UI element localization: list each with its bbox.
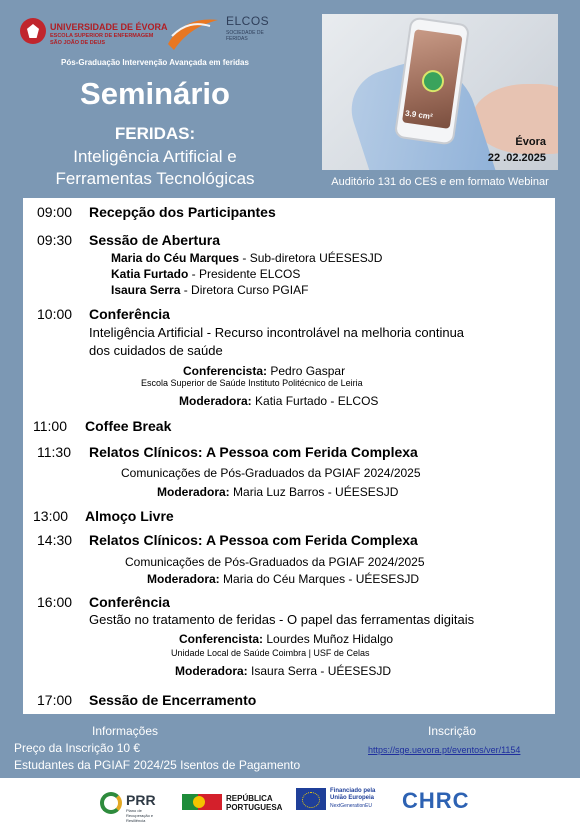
uevora-name: UNIVERSIDADE DE ÉVORA (50, 22, 168, 32)
conference-2-speaker (179, 632, 393, 646)
prr-subtitle: Plano de Recuperação e Resiliência (126, 808, 154, 823)
eu-line-1: Financiado pela (330, 788, 376, 794)
session-time: 09:30 (37, 232, 73, 248)
session-time: 09:00 (37, 204, 73, 220)
opening-speaker-1 (111, 251, 382, 265)
uevora-logo (20, 14, 168, 52)
session-title: Almoço Livre (85, 508, 174, 524)
session-time: 11:30 (37, 444, 71, 460)
opening-speaker-3 (111, 283, 308, 297)
sponsor-logos (0, 778, 580, 825)
elcos-subtitle: SOCIEDADE DE FERIDAS (226, 30, 264, 42)
session-time: 10:00 (37, 306, 73, 322)
event-city: Évora (515, 136, 546, 148)
speaker-name: Lourdes Muñoz Hidalgo (263, 632, 394, 646)
moderator-label: Moderadora: (157, 485, 230, 499)
session-title: Sessão de Abertura (89, 232, 220, 248)
uevora-school: ESCOLA SUPERIOR DE ENFERMAGEM (50, 33, 154, 39)
session-title: Sessão de Encerramento (89, 692, 257, 708)
moderator-name: Isaura Serra - UÉESESJD (247, 664, 392, 678)
session-title: Coffee Break (85, 418, 172, 434)
eu-line-2: União Europeia (330, 795, 375, 801)
header-photo (322, 14, 558, 170)
moderator-label: Moderadora: (175, 664, 248, 678)
session-title: Conferência (89, 594, 170, 610)
info-heading: Informações (92, 724, 159, 738)
elcos-swoosh-icon (166, 14, 220, 54)
session-time: 16:00 (37, 594, 73, 610)
conference-1-affiliation: Escola Superior de Saúde Instituto Politécnico de Leiria (141, 378, 363, 388)
portugal-flag-icon (182, 794, 222, 810)
phone-screen (402, 29, 463, 129)
registration-price: Preço da Inscrição 10 € (14, 741, 141, 755)
moderator-label: Moderadora: (147, 572, 220, 586)
uevora-school-name: SÃO JOÃO DE DEUS (50, 40, 106, 46)
elcos-name: ELCOS (226, 14, 270, 28)
course-name: Pós-Graduação Intervenção Avançada em feridas (61, 58, 249, 67)
clinical-reports-2-description: Comunicações de Pós-Graduados da PGIAF 2024/2025 (125, 555, 425, 569)
moderator-name: Katia Furtado - ELCOS (251, 394, 379, 408)
eu-line-3: NextGenerationEU (330, 803, 372, 809)
session-time: 13:00 (33, 508, 69, 524)
session-time: 14:30 (37, 532, 73, 548)
wound-measure: 3.9 cm² (404, 108, 434, 122)
session-time: 17:00 (37, 692, 73, 708)
students-exemption: Estudantes da PGIAF 2024/25 Isentos de Pagamento (14, 758, 301, 772)
page-title: Seminário (80, 76, 230, 111)
uevora-emblem-icon (20, 18, 46, 44)
speaker-label: Conferencista: (183, 364, 268, 378)
opening-speaker-2 (111, 267, 300, 281)
speaker-label: Conferencista: (179, 632, 264, 646)
session-title: Recepção dos Participantes (89, 204, 276, 220)
conference-2-description: Gestão no tratamento de feridas - O papel das ferramentas digitais (89, 612, 475, 627)
registration-link[interactable]: https://sge.uevora.pt/eventos/ver/1154 (368, 745, 521, 755)
speaker-name: Pedro Gaspar (267, 364, 346, 378)
theme-line-1: Inteligência Artificial e (73, 147, 237, 166)
speaker-name: Katia Furtado (111, 267, 189, 281)
conference-1-speaker (183, 364, 345, 378)
speaker-role: - Presidente ELCOS (188, 267, 301, 281)
wound-marker-icon (421, 69, 446, 94)
republica-line-1: REPÚBLICA (226, 794, 273, 803)
eu-flag-icon (296, 788, 326, 810)
clinical-reports-2-moderator (147, 572, 419, 586)
conference-2-affiliation: Unidade Local de Saúde Coimbra | USF de Celas (171, 648, 370, 658)
program-box (23, 198, 555, 714)
speaker-name: Maria do Céu Marques (111, 251, 240, 265)
theme-heading: FERIDAS: (114, 124, 196, 143)
clinical-reports-1-moderator (157, 485, 398, 499)
speaker-role: - Sub-diretora UÉESESJD (239, 251, 383, 265)
elcos-logo (166, 12, 276, 56)
event-date: 22 .02.2025 (487, 152, 546, 164)
theme-line-2: Ferramentas Tecnológicas (55, 169, 255, 188)
moderator-label: Moderadora: (179, 394, 252, 408)
event-venue: Auditório 131 do CES e em formato Webinar (331, 176, 549, 188)
moderator-name: Maria Luz Barros - UÉESESJD (229, 485, 399, 499)
session-time: 11:00 (33, 418, 67, 434)
moderator-name: Maria do Céu Marques - UÉESESJD (219, 572, 420, 586)
conference-1-description-1: Inteligência Artificial - Recurso incontrolável na melhoria continua (89, 325, 465, 340)
speaker-name: Isaura Serra (111, 283, 181, 297)
speaker-role: - Diretora Curso PGIAF (180, 283, 309, 297)
conference-2-moderator (175, 664, 391, 678)
session-title: Conferência (89, 306, 170, 322)
prr-circle-icon (100, 792, 122, 814)
session-title: Relatos Clínicos: A Pessoa com Ferida Complexa (89, 444, 418, 460)
session-title: Relatos Clínicos: A Pessoa com Ferida Complexa (89, 532, 418, 548)
prr-name: PRR (126, 792, 156, 808)
conference-1-description-2: dos cuidados de saúde (89, 343, 223, 358)
chrc-logo: CHRC (402, 788, 470, 813)
conference-1-moderator (179, 394, 378, 408)
republica-line-2: PORTUGUESA (226, 803, 283, 812)
clinical-reports-1-description: Comunicações de Pós-Graduados da PGIAF 2024/2025 (121, 466, 421, 480)
registration-heading: Inscrição (428, 724, 477, 738)
